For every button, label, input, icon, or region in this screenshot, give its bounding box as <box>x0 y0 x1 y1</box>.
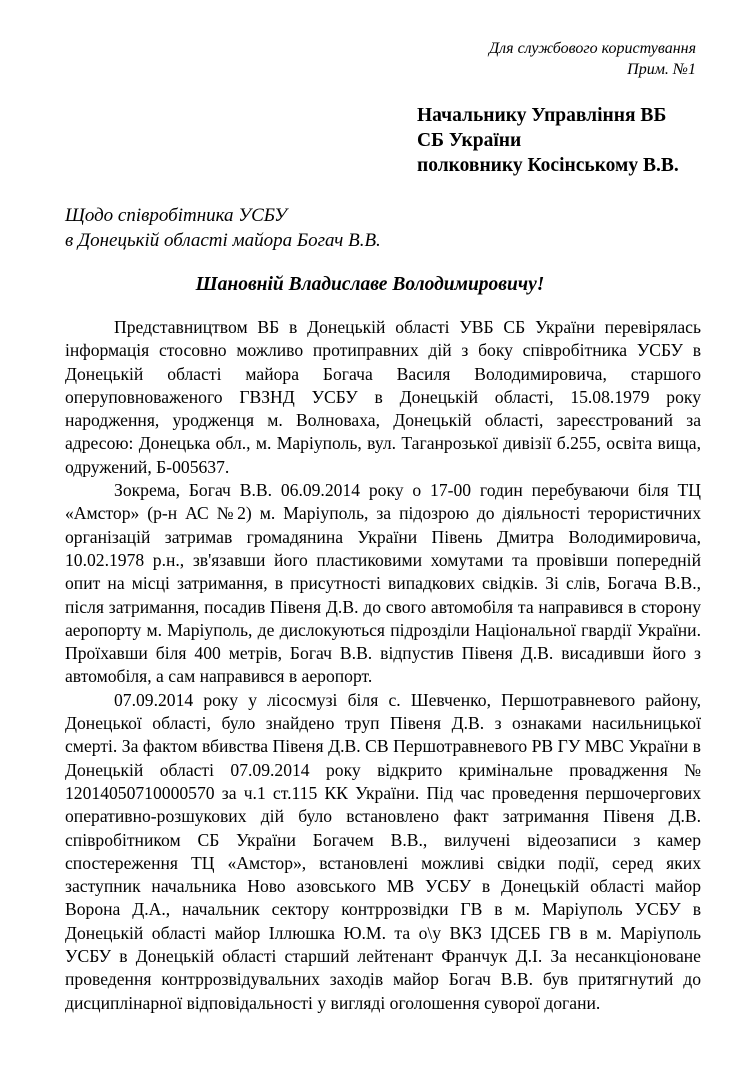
subject-line-2: в Донецькій області майора Богач В.В. <box>65 230 381 251</box>
body-paragraph-1: Представництвом ВБ в Донецькій області УВБ СБ України перевірялась інформація стосовно можливо протиправних дій з боку співробітника УСБУ в Донецькій області майора Богача Василя Володимировича, старшого оперуповноваженого ГВЗНД УСБУ в Донецькій області, 15.08.1979 року народження, уродженця м. Волноваха, Донецькій області, зареєстрований за адресою: Донецька обл., м. Маріуполь, вул. Таганрозької дивізії б.255, освіта вища, одружений, Б-005637. <box>65 317 701 477</box>
addressee-line-1: Начальнику Управління ВБ <box>417 105 667 126</box>
classification-stamp <box>489 38 696 80</box>
addressee-line-2: СБ України <box>417 130 522 151</box>
subject-line-1: Щодо співробітника УСБУ <box>65 205 287 226</box>
letter-body <box>65 316 701 1015</box>
appendix-number: Прим. №1 <box>627 61 696 78</box>
subject-block <box>65 203 381 253</box>
classification-label: Для службового користування <box>488 40 696 57</box>
body-paragraph-2: Зокрема, Богач В.В. 06.09.2014 року о 17-00 годин перебуваючи біля ТЦ «Амстор» (р-н АС №2) м. Маріуполь, за підозрою до діяльності терористичних організацій затримав громадянина України Півень Дмитра Володимировича, 10.02.1978 р.н., зв'язавши його пластиковими хомутами та провівши попередній опит на місці затримання, в присутності випадкових свідків. Зі слів, Богача В.В., після затримання, посадив Півеня Д.В. до свого автомобіля та направився в сторону аеропорту м. Маріуполь, де дислокуються підрозділи Національної гвардії України. Проїхавши біля 400 метрів, Богач В.В. відпустив Півеня Д.В. висадивши його з автомобіля, а сам направився в аеропорт. <box>65 480 701 687</box>
addressee-block <box>417 103 679 178</box>
addressee-line-3: полковнику Косінському В.В. <box>417 155 679 176</box>
salutation: Шановній Владиславе Володимировичу! <box>195 274 545 295</box>
body-paragraph-3: 07.09.2014 року у лісосмузі біля с. Шевченко, Першотравневого району, Донецької області, було знайдено труп Півеня Д.В. з ознаками насильницької смерті. За фактом вбивства Півеня Д.В. СВ Першотравневого РВ ГУ МВС України в Донецькій області 07.09.2014 року відкрито кримінальне провадження № 12014050710000570 за ч.1 ст.115 КК України. Під час проведення першочергових оперативно-розшукових дій було встановлено факт затримання Півеня Д.В. співробітником СБ України Богачем В.В., вилучені відеозаписи з камер спостереження ТЦ «Амстор», встановлені можливі свідки події, серед яких заступник начальника Ново азовського МВ УСБУ в Донецькій області майор Ворона Д.А., начальник сектору контррозвідки ГВ в м. Маріуполь УСБУ в Донецькій області майор Іллюшка Ю.М. та о\у ВКЗ ІДСЕБ ГВ в м. Маріуполь УСБУ в Донецькій області старший лейтенант Франчук Д.І. За несанкціоноване проведення контррозвідувальних заходів майор Богач В.В. був притягнутий до дисциплінарної відповідальності у вигляді оголошення суворої догани. <box>65 689 701 1013</box>
